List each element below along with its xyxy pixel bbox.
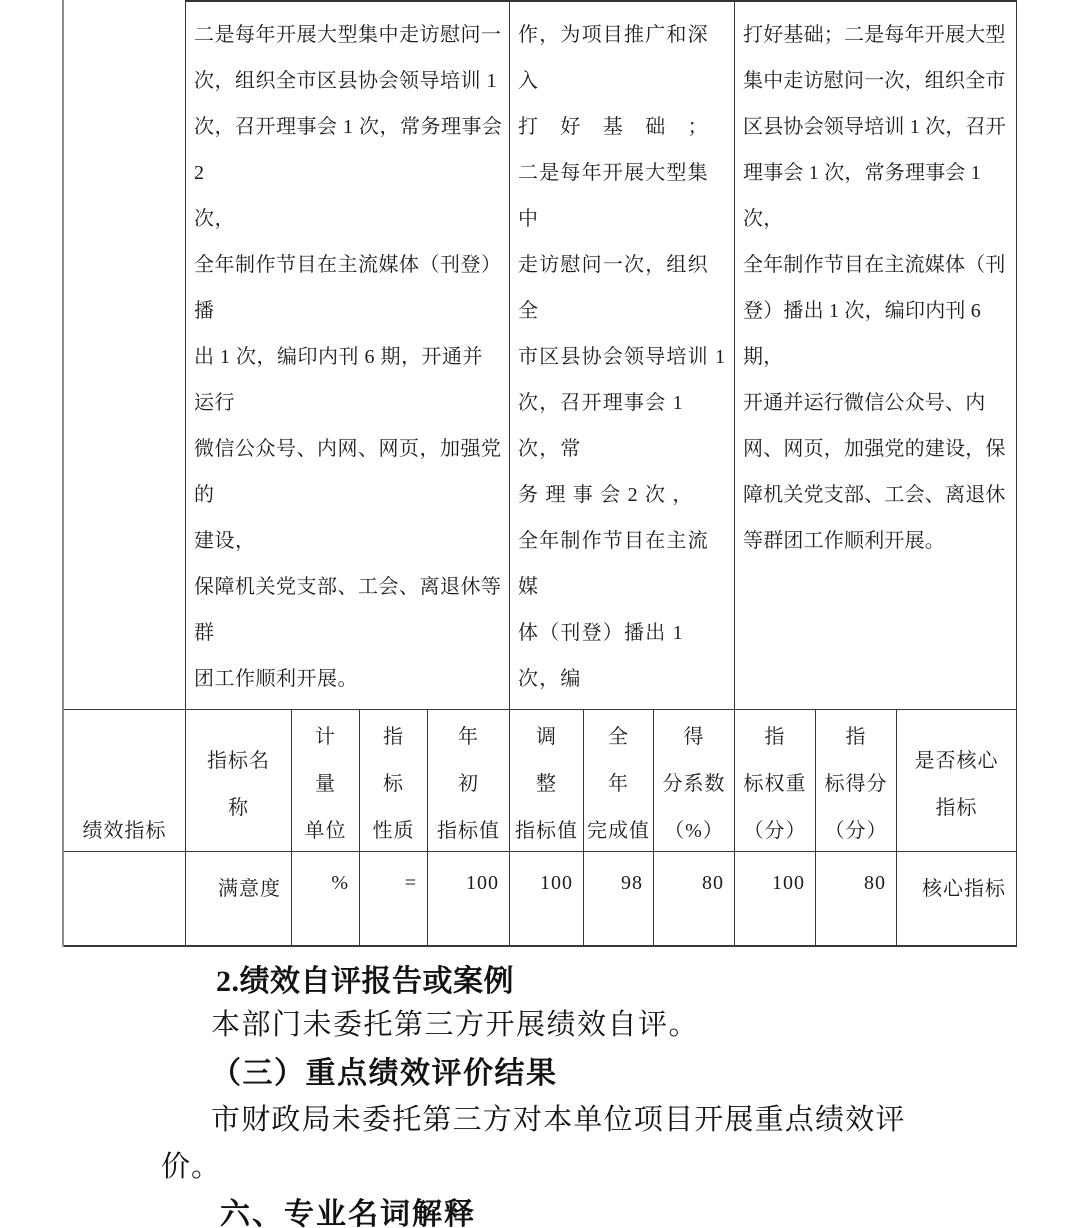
heading-key-evaluation-result: （三）重点绩效评价结果 <box>211 1057 558 1090</box>
table-cell-initial-target: 100 <box>428 852 510 947</box>
heading-self-report-or-case: 2.绩效自评报告或案例 <box>216 965 514 998</box>
table-cell-adjusted-target: 100 <box>510 852 584 947</box>
table-header-indicator-weight: 指 标权重 （分） <box>735 710 816 852</box>
table-header-score-coefficient: 得 分系数 （%） <box>654 710 735 852</box>
table-cell-activity-text-2: 作，为项目推广和深入 打 好 基 础 ； 二是每年开展大型集中 走访慰问一次，组织全 市区县协会领导培训 1 次，召开理事会 1 次，常 务 理 事 会 2 次 ， 全年制作节目在主流媒 体（刊登）播出 1 次，编 <box>510 0 735 710</box>
paragraph-key-evaluation-line2: 价。 <box>161 1151 222 1183</box>
performance-indicator-table <box>62 0 1017 947</box>
table-cell-indicator-name: 满意度 <box>186 852 292 947</box>
table-cell-row-empty <box>64 852 186 947</box>
table-cell-score: 80 <box>816 852 897 947</box>
table-cell-left-empty <box>64 0 186 710</box>
table-header-initial-target: 年 初 指标值 <box>428 710 510 852</box>
table-cell-activity-text-3: 打好基础；二是每年开展大型 集中走访慰问一次，组织全市 区县协会领导培训 1 次，召开 理事会 1 次，常务理事会 1 次， 全年制作节目在主流媒体（刊 登）播出 1 次，编印内刊 6 期， 开通并运行微信公众号、内 网、网页，加强党的建设，保 障机关党支部、工会、离退休 等群团工作顺利开展。 <box>735 0 1017 710</box>
table-header-adjusted-target: 调 整 指标值 <box>510 710 584 852</box>
table-header-core-indicator: 是否核心 指标 <box>897 710 1017 852</box>
table-header-indicator-score: 指 标得分 （分） <box>816 710 897 852</box>
table-header-measure-unit: 计 量 单位 <box>292 710 360 852</box>
table-cell-score-coefficient: 80 <box>654 852 735 947</box>
table-row-label-performance-indicator: 绩效指标 <box>64 710 186 852</box>
table-header-indicator-name: 指标名 称 <box>186 710 292 852</box>
table-header-annual-completion: 全 年 完成值 <box>584 710 654 852</box>
table-cell-unit: % <box>292 852 360 947</box>
paragraph-key-evaluation-line1: 市财政局未委托第三方对本单位项目开展重点绩效评 <box>211 1104 906 1136</box>
paragraph-self-report: 本部门未委托第三方开展绩效自评。 <box>211 1009 700 1041</box>
table-cell-activity-text-1: 二是每年开展大型集中走访慰问一 次，组织全市区县协会领导培训 1 次，召开理事会 1 次，常务理事会 2 次， 全年制作节目在主流媒体（刊登）播 出 1 次，编印内刊 6 期，开通并运行 微信公众号、内网、网页，加强党的 建设， 保障机关党支部、工会、离退休等群 团工作顺利开展。 <box>186 0 510 710</box>
table-cell-annual-completion: 98 <box>584 852 654 947</box>
table-cell-nature: = <box>360 852 428 947</box>
table-header-indicator-nature: 指 标 性质 <box>360 710 428 852</box>
heading-terminology: 六、专业名词解释 <box>220 1198 476 1228</box>
table-cell-weight: 100 <box>735 852 816 947</box>
table-cell-core-indicator: 核心指标 <box>897 852 1017 947</box>
